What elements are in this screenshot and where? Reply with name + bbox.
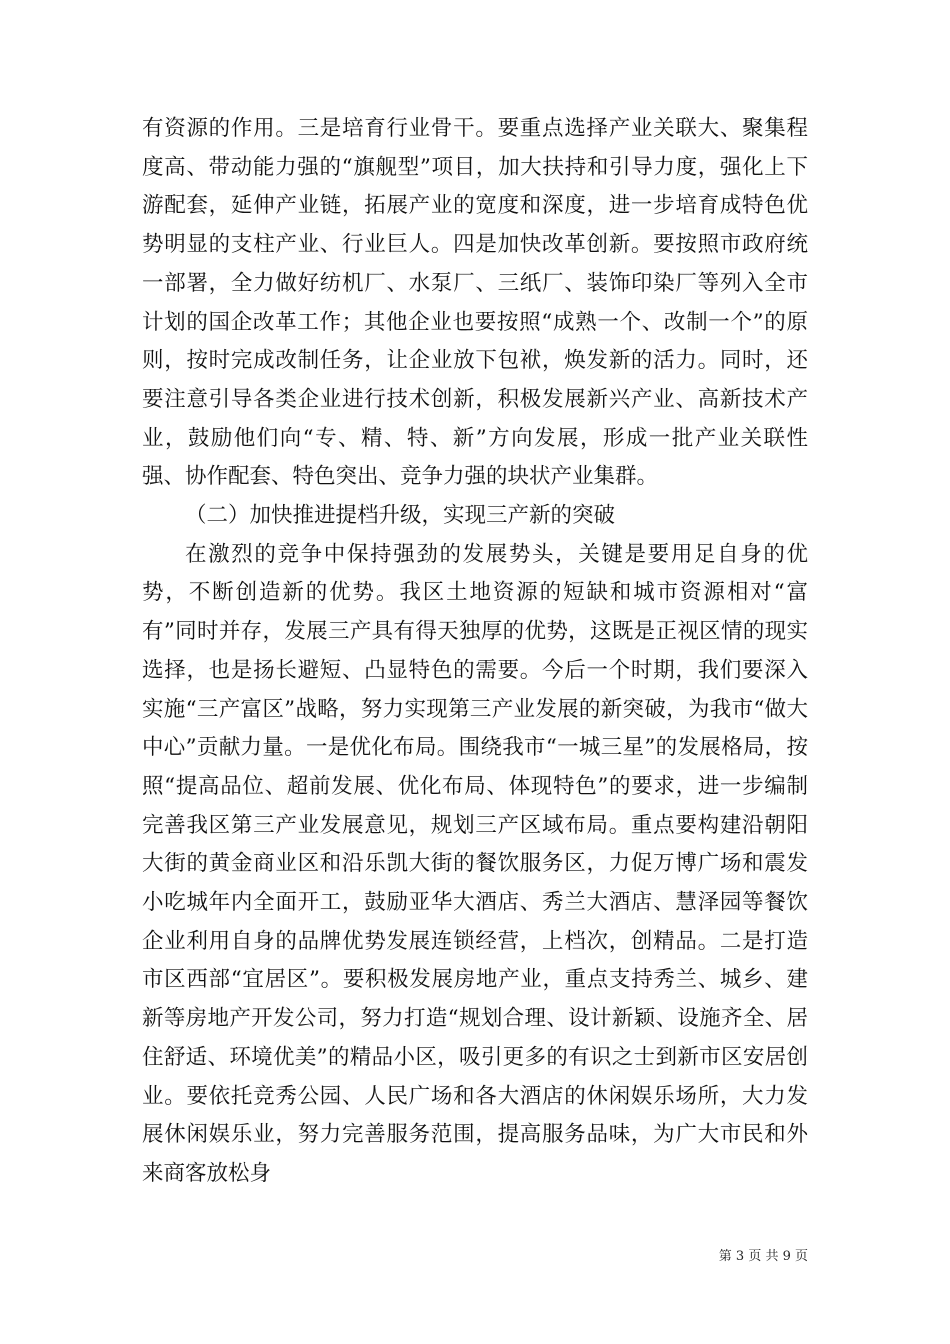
section-heading: （二）加快推进提档升级，实现三产新的突破	[185, 503, 616, 529]
paragraph: 在激烈的竞争中保持强劲的发展势头，关键是要用足自身的优势，不断创造新的优势。我区土地资源的短缺和城市资源相对“富有”同时并存，发展三产具有得天独厚的优势，这既是正视区情的现实选择，也是扬长避短、凸显特色的需要。今后一个时期，我们要深入实施“三产富区”战略，努力实现第三产业发展的新突破，为我市“做大中心”贡献力量。一是优化布局。围绕我市“一城三星”的发展格局，按照“提高品位、超前发展、优化布局、体现特色”的要求，进一步编制完善我区第三产业发展意见，规划三产区域布局。重点要构建沿朝阳大街的黄金商业区和沿乐凯大街的餐饮服务区，力促万博广场和震发小吃城年内全面开工，鼓励亚华大酒店、秀兰大酒店、慧泽园等餐饮企业利用自身的品牌优势发展连锁经营，上档次，创精品。二是打造市区西部“宜居区”。要积极发展房地产业，重点支持秀兰、城乡、建新等房地产开发公司，努力打造“规划合理、设计新颖、设施齐全、居住舒适、环境优美”的精品小区，吸引更多的有识之士到新市区安居创业。要依托竞秀公园、人民广场和各大酒店的休闲娱乐场所，大力发展休闲娱乐业，努力完善服务范围，提高服务品味，为广大市民和外来商客放松身	[142, 541, 808, 1186]
paragraph-continued: 有资源的作用。三是培育行业骨干。要重点选择产业关联大、聚集程度高、带动能力强的“旗舰型”项目，加大扶持和引导力度，强化上下游配套，延伸产业链，拓展产业的宽度和深度，进一步培育成特色优势明显的支柱产业、行业巨人。四是加快改革创新。要按照市政府统一部署，全力做好纺机厂、水泵厂、三纸厂、装饰印染厂等列入全市计划的国企改革工作；其他企业也要按照“成熟一个、改制一个”的原则，按时完成改制任务，让企业放下包袱，焕发新的活力。同时，还要注意引导各类企业进行技术创新，积极发展新兴产业、高新技术产业，鼓励他们向“专、精、特、新”方向发展，形成一批产业关联性强、协作配套、特色突出、竞争力强的块状产业集群。	[142, 116, 808, 490]
document-body	[142, 110, 808, 1194]
page-number: 第 3 页 共 9 页	[718, 1249, 808, 1264]
